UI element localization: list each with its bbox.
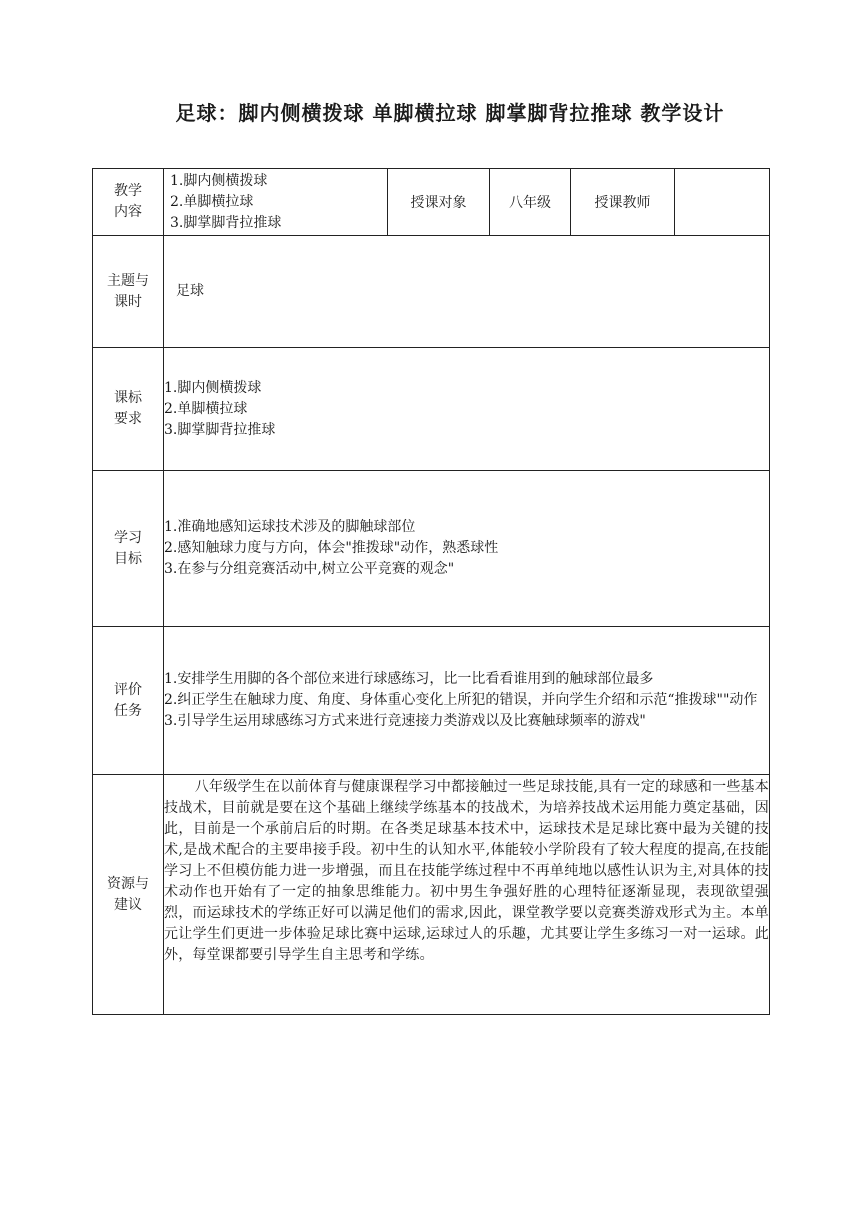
row-resources <box>93 775 770 1015</box>
list-item: 3.脚掌脚背拉推球 <box>170 214 282 231</box>
list-item: 2.单脚横拉球 <box>164 400 248 417</box>
label-standard: 课标 要求 <box>93 348 164 471</box>
list-item: 2.纠正学生在触球力度、角度、身体重心变化上所犯的错误，并向学生介绍和示范“推拨球""动作 <box>164 692 758 708</box>
row-goals <box>93 471 770 627</box>
list-item: 2.感知触球力度与方向，体会"推拨球"动作，熟悉球性 <box>164 540 499 556</box>
teacher-value <box>675 169 770 236</box>
label-goals: 学习 目标 <box>93 471 164 627</box>
resources-paragraph: 八年级学生在以前体育与健康课程学习中都接触过一些足球技能,具有一定的球感和一些基本技战术，目前就是要在这个基础上继续学练基本的技战术，为培养技战术运用能力奠定基础，因此，目前是一个承前启后的时期。在各类足球基本技术中，运球技术是足球比赛中最为关键的技术,是战术配合的主要串接手段。初中生的认知水平,体能较小学阶段有了较大程度的提高,在技能学习上不但模仿能力进一步增强，而且在技能学练过程中不再单纯地以感性认识为主,对具体的技术动作也开始有了一定的抽象思维能力。初中男生争强好胜的心理特征逐渐显现，表现欲望强烈，而运球技术的学练正好可以满足他们的需求,因此，课堂教学要以竞赛类游戏形式为主。本单元让学生们更进一步体验足球比赛中运球,运球过人的乐趣，尤其要让学生多练习一对一运球。此外，每堂课都要引导学生自主思考和学练。 <box>164 779 769 963</box>
audience-label: 授课对象 <box>388 169 490 236</box>
label-resources: 资源与 建议 <box>93 775 164 1015</box>
standard-list <box>164 348 770 471</box>
label-evaluation: 评价 任务 <box>93 627 164 775</box>
row-topic <box>93 236 770 348</box>
list-item: 1.安排学生用脚的各个部位来进行球感练习，比一比看看谁用到的触球部位最多 <box>164 671 654 687</box>
goals-list <box>164 471 770 627</box>
evaluation-list <box>164 627 770 775</box>
label-teaching-content: 教学 内容 <box>93 169 164 236</box>
page-title: 足球：脚内侧横拨球 单脚横拉球 脚掌脚背拉推球 教学设计 <box>175 101 725 125</box>
list-item: 3.在参与分组竞赛活动中,树立公平竞赛的观念" <box>164 561 455 577</box>
topic-value: 足球 <box>164 236 770 348</box>
list-item: 3.脚掌脚背拉推球 <box>164 421 276 438</box>
list-item: 1.脚内侧横拨球 <box>164 379 262 396</box>
list-item: 3.引导学生运用球感练习方式来进行竞速接力类游戏以及比赛触球频率的游戏" <box>164 713 646 729</box>
row-teaching-content <box>93 169 770 236</box>
resources-text <box>164 775 770 1015</box>
list-item: 2.单脚横拉球 <box>170 193 254 210</box>
teacher-label: 授课教师 <box>571 169 675 236</box>
list-item: 1.脚内侧横拨球 <box>170 172 268 189</box>
audience-value: 八年级 <box>490 169 571 236</box>
label-topic: 主题与 课时 <box>93 236 164 348</box>
list-item: 1.准确地感知运球技术涉及的脚触球部位 <box>164 519 416 535</box>
teaching-content-list <box>164 169 388 236</box>
row-evaluation <box>93 627 770 775</box>
row-standard <box>93 348 770 471</box>
lesson-plan-table <box>92 168 770 1015</box>
